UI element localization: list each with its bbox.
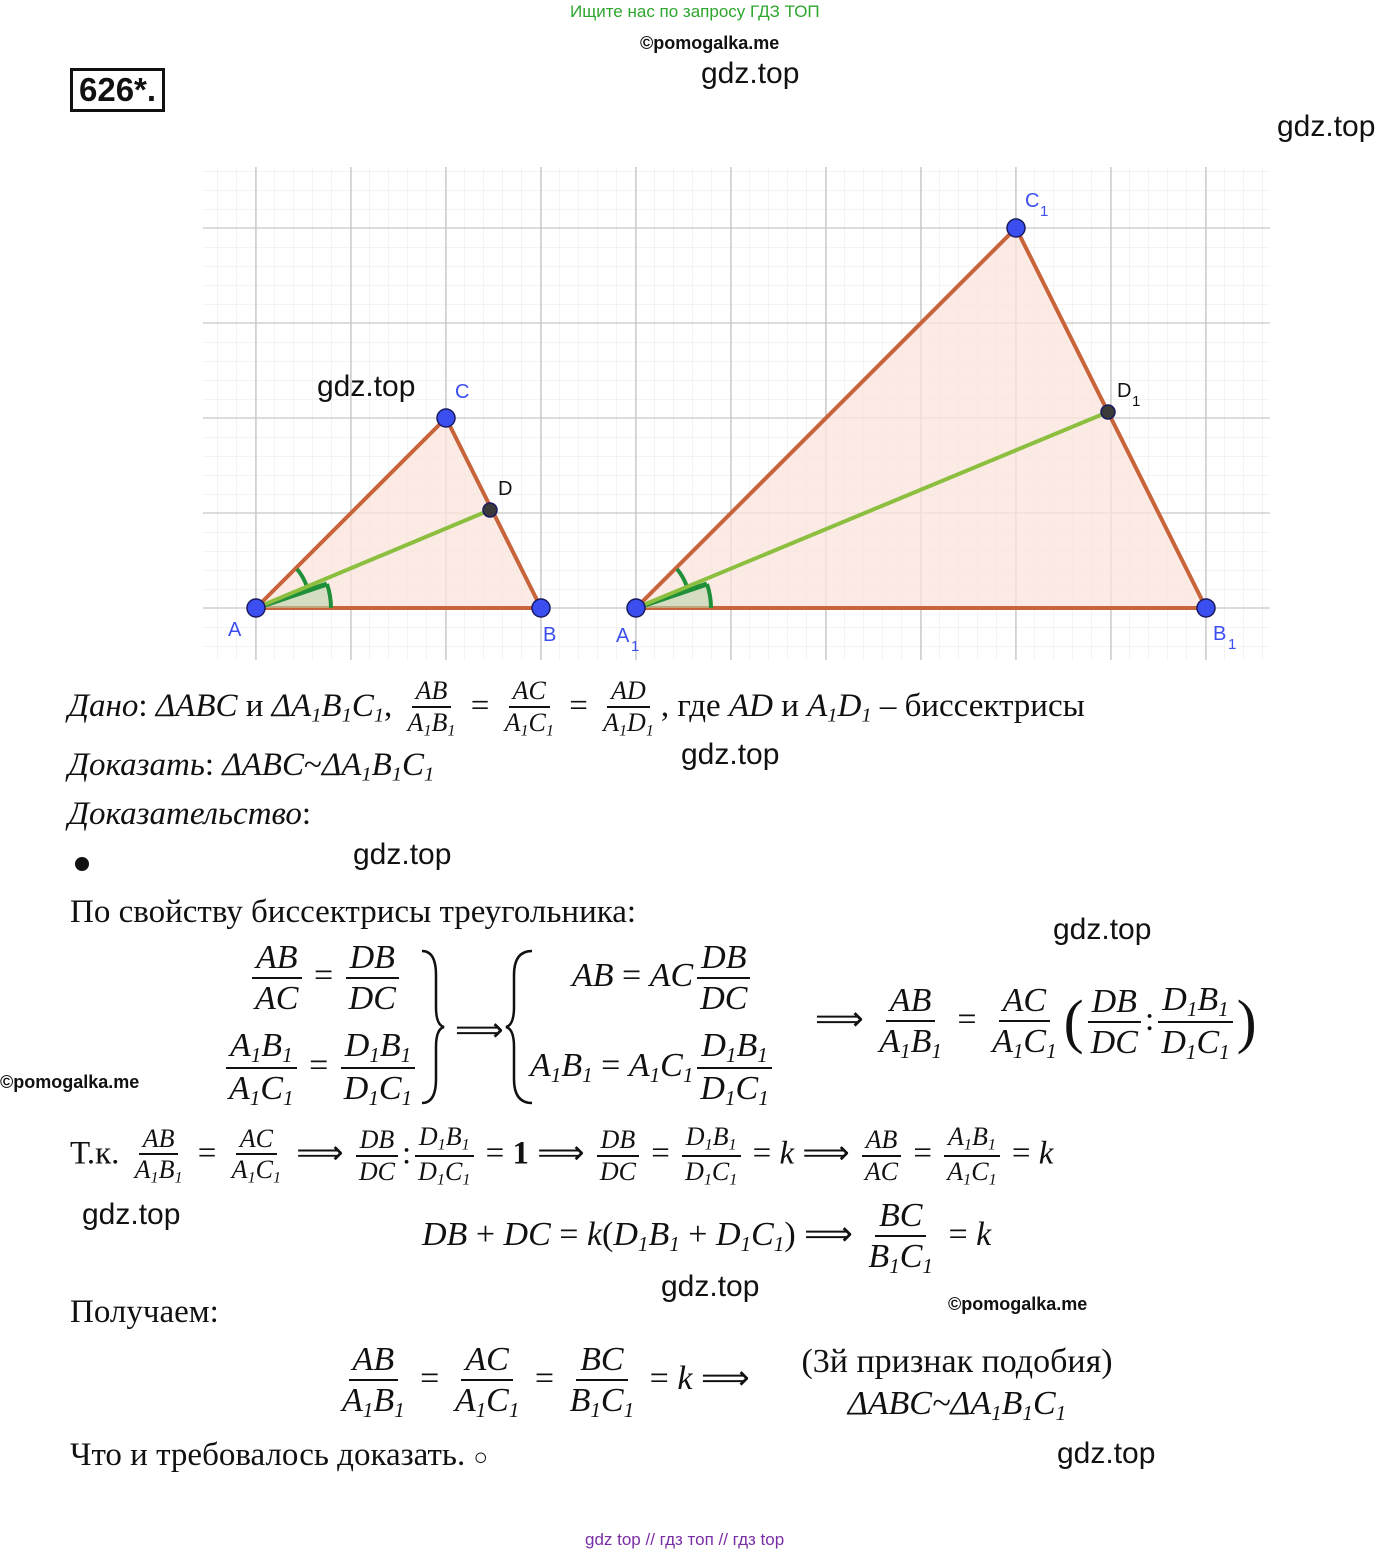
label-d1: D bbox=[1117, 380, 1132, 402]
watermark: gdz.top bbox=[1053, 913, 1152, 946]
criterion: (3й признак подобия) bbox=[801, 1343, 1113, 1380]
bullet bbox=[75, 857, 89, 871]
problem-number: 626*. bbox=[70, 68, 165, 112]
sum-line: DB + DC = $k(D_1B_1 + D_1C_1)$ ⟹ $\frac{BC}{B_1C_1}$ = k bbox=[422, 1197, 992, 1278]
point-c bbox=[437, 409, 455, 427]
watermark: gdz.top bbox=[661, 1270, 760, 1303]
label-a1-sub: 1 bbox=[631, 638, 640, 655]
geometry-figure bbox=[0, 0, 1400, 680]
criterion-block: (3й признак подобия) $\Delta ABC\sim\Delta A_1B_1C_1$ bbox=[777, 1341, 1137, 1434]
eq-ratio: ⟹ $\frac{AB}{A_1B_1}$ = $\frac{AC}{A_1C_1}$ ( $\frac{DB}{DC}$ : $\frac{D_1B_1}{D_1C_1}$ ) bbox=[815, 981, 1257, 1065]
watermark: gdz.top bbox=[82, 1198, 181, 1231]
copyright-left: ©pomogalka.me bbox=[0, 1072, 140, 1092]
eq-ab-system: AB = AC $\frac{DB}{DC}$ bbox=[572, 938, 754, 1018]
point-a1 bbox=[627, 599, 645, 617]
label-d1-sub: 1 bbox=[1132, 393, 1141, 410]
label-c: C bbox=[455, 381, 470, 403]
point-b bbox=[532, 599, 550, 617]
eq-a1b1-system: $A_1B_1 = A_1C_1$ $\frac{D_1B_1}{D_1C_1}$ bbox=[530, 1026, 776, 1110]
end-mark: ○ bbox=[473, 1445, 488, 1471]
label-a: A bbox=[228, 619, 242, 641]
conclusion-line bbox=[70, 1435, 488, 1478]
tk-label: Т.к. bbox=[70, 1135, 120, 1172]
given-tail: – биссектрисы bbox=[879, 688, 1085, 725]
point-c1 bbox=[1007, 219, 1025, 237]
label-d: D bbox=[498, 478, 513, 500]
proof-label: Доказательство bbox=[68, 796, 302, 832]
point-d1 bbox=[1101, 405, 1115, 419]
footer: gdz top // гдз топ // гдз top bbox=[585, 1530, 785, 1549]
given-line: Дано: ΔABC и $\Delta A_1B_1C_1$, $\frac{AB}{A_1B_1}$ = $\frac{AC}{A_1C_1}$ = $\frac{AD}{A_1D_1}$ , где AD и $A_1D_1$ – биссектрисы bbox=[68, 676, 1085, 740]
final-equation: $\frac{AB}{A_1B_1}$ = $\frac{AC}{A_1C_1}$ = $\frac{BC}{B_1C_1}$ = k ⟹ bbox=[342, 1341, 750, 1422]
proof-line: Доказательство: bbox=[68, 796, 312, 832]
copyright-top: ©pomogalka.me bbox=[640, 33, 780, 53]
label-c1-sub: 1 bbox=[1040, 203, 1049, 220]
point-d bbox=[483, 503, 497, 517]
conclusion: Что и требовалось доказать. bbox=[70, 1437, 466, 1473]
watermark: gdz.top bbox=[317, 370, 416, 403]
point-a bbox=[247, 599, 265, 617]
bisector-property: По свойству биссектрисы треугольника: bbox=[70, 894, 637, 930]
watermark: gdz.top bbox=[681, 738, 780, 771]
get-label: Получаем: bbox=[70, 1294, 219, 1330]
watermark: gdz.top bbox=[1057, 1437, 1156, 1470]
label-b1-sub: 1 bbox=[1228, 636, 1237, 653]
eq-ab-ac: $\frac{AB}{AC}$ = $\frac{DB}{DC}$ bbox=[248, 938, 403, 1018]
label-a1: A bbox=[616, 625, 630, 647]
label-b: B bbox=[543, 624, 557, 646]
watermark: gdz.top bbox=[353, 838, 452, 871]
implies-1: ⟹ bbox=[455, 1012, 504, 1049]
label-c1: C bbox=[1025, 190, 1040, 212]
point-b1 bbox=[1197, 599, 1215, 617]
tk-line: Т.к. $\frac{AB}{A_1B_1}$ = $\frac{AC}{A_1C_1}$ ⟹ $\frac{DB}{DC}$ : $\frac{D_1B_1}{D_1C_1}$ = 1 ⟹ $\frac{DB}{DC}$ = $\frac{D_1B_1}{D_1C_1}$ = k ⟹ $\frac{AB}{AC}$ = $\frac{A_1B_1}{A_1C_1}$ = k bbox=[70, 1122, 1054, 1189]
prove-label: Доказать bbox=[68, 747, 205, 783]
given-label: Дано bbox=[68, 688, 139, 725]
watermark: gdz.top bbox=[1277, 110, 1376, 143]
label-b1: B bbox=[1213, 623, 1227, 645]
watermark: gdz.top bbox=[701, 57, 800, 90]
prove-line: Доказать: $\Delta ABC\sim\Delta A_1B_1C_1$ bbox=[68, 747, 435, 786]
copyright-bottom: ©pomogalka.me bbox=[948, 1294, 1088, 1314]
eq-a1b1-a1c1: $\frac{A_1B_1}{A_1C_1}$ = $\frac{D_1B_1}{D_1C_1}$ bbox=[222, 1026, 419, 1110]
search-banner: Ищите нас по запросу ГДЗ ТОП bbox=[570, 2, 820, 21]
